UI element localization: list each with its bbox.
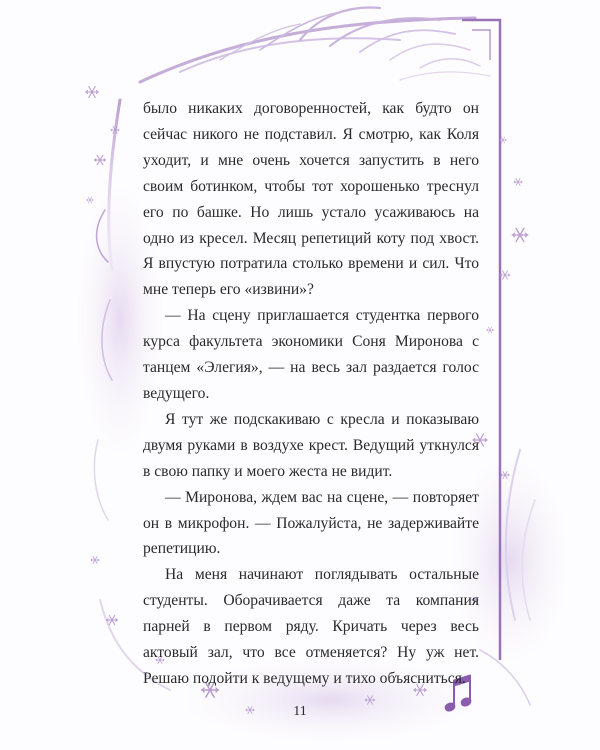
paragraph: Я тут же подскакиваю с кресла и показываю двумя руками в воздухе крест. Ведущий уткнулся в свою папку и моего жеста не видит. (143, 410, 479, 480)
page-number: 11 (293, 704, 307, 719)
paragraph: На меня начинают поглядывать остальные студенты. Оборачивается даже та компания парней в первом ряду. Кричать через весь актовый зал, что все отменяется? Ну уж нет. Решаю подойти к ведущему и тихо объясниться. (143, 566, 479, 687)
paragraph: — На сцену приглашается студентка первого курса факультета экономики Соня Миронова с танцем «Элегия», — на весь зал раздается голос ведущего. (143, 307, 479, 402)
main-text (143, 96, 479, 692)
feather-ornament (140, 7, 490, 82)
paragraph: было никаких договоренностей, как будто он сейчас никого не подставил. Я смотрю, как Коля уходит, и мне очень хочется запустить в него своим ботинком, чтобы тот хорошенько треснул его по башке. Но лишь устало усаживаюсь на одно из кресел. Месяц репетиций коту под хвост. Я впустую потратила столько времени и сил. Что мне теперь его «извини»? (143, 100, 479, 299)
paragraph: — Миронова, ждем вас на сцене, — повторяет он в микрофон. — Пожалуйста, не задерживайте репетицию. (143, 488, 479, 558)
